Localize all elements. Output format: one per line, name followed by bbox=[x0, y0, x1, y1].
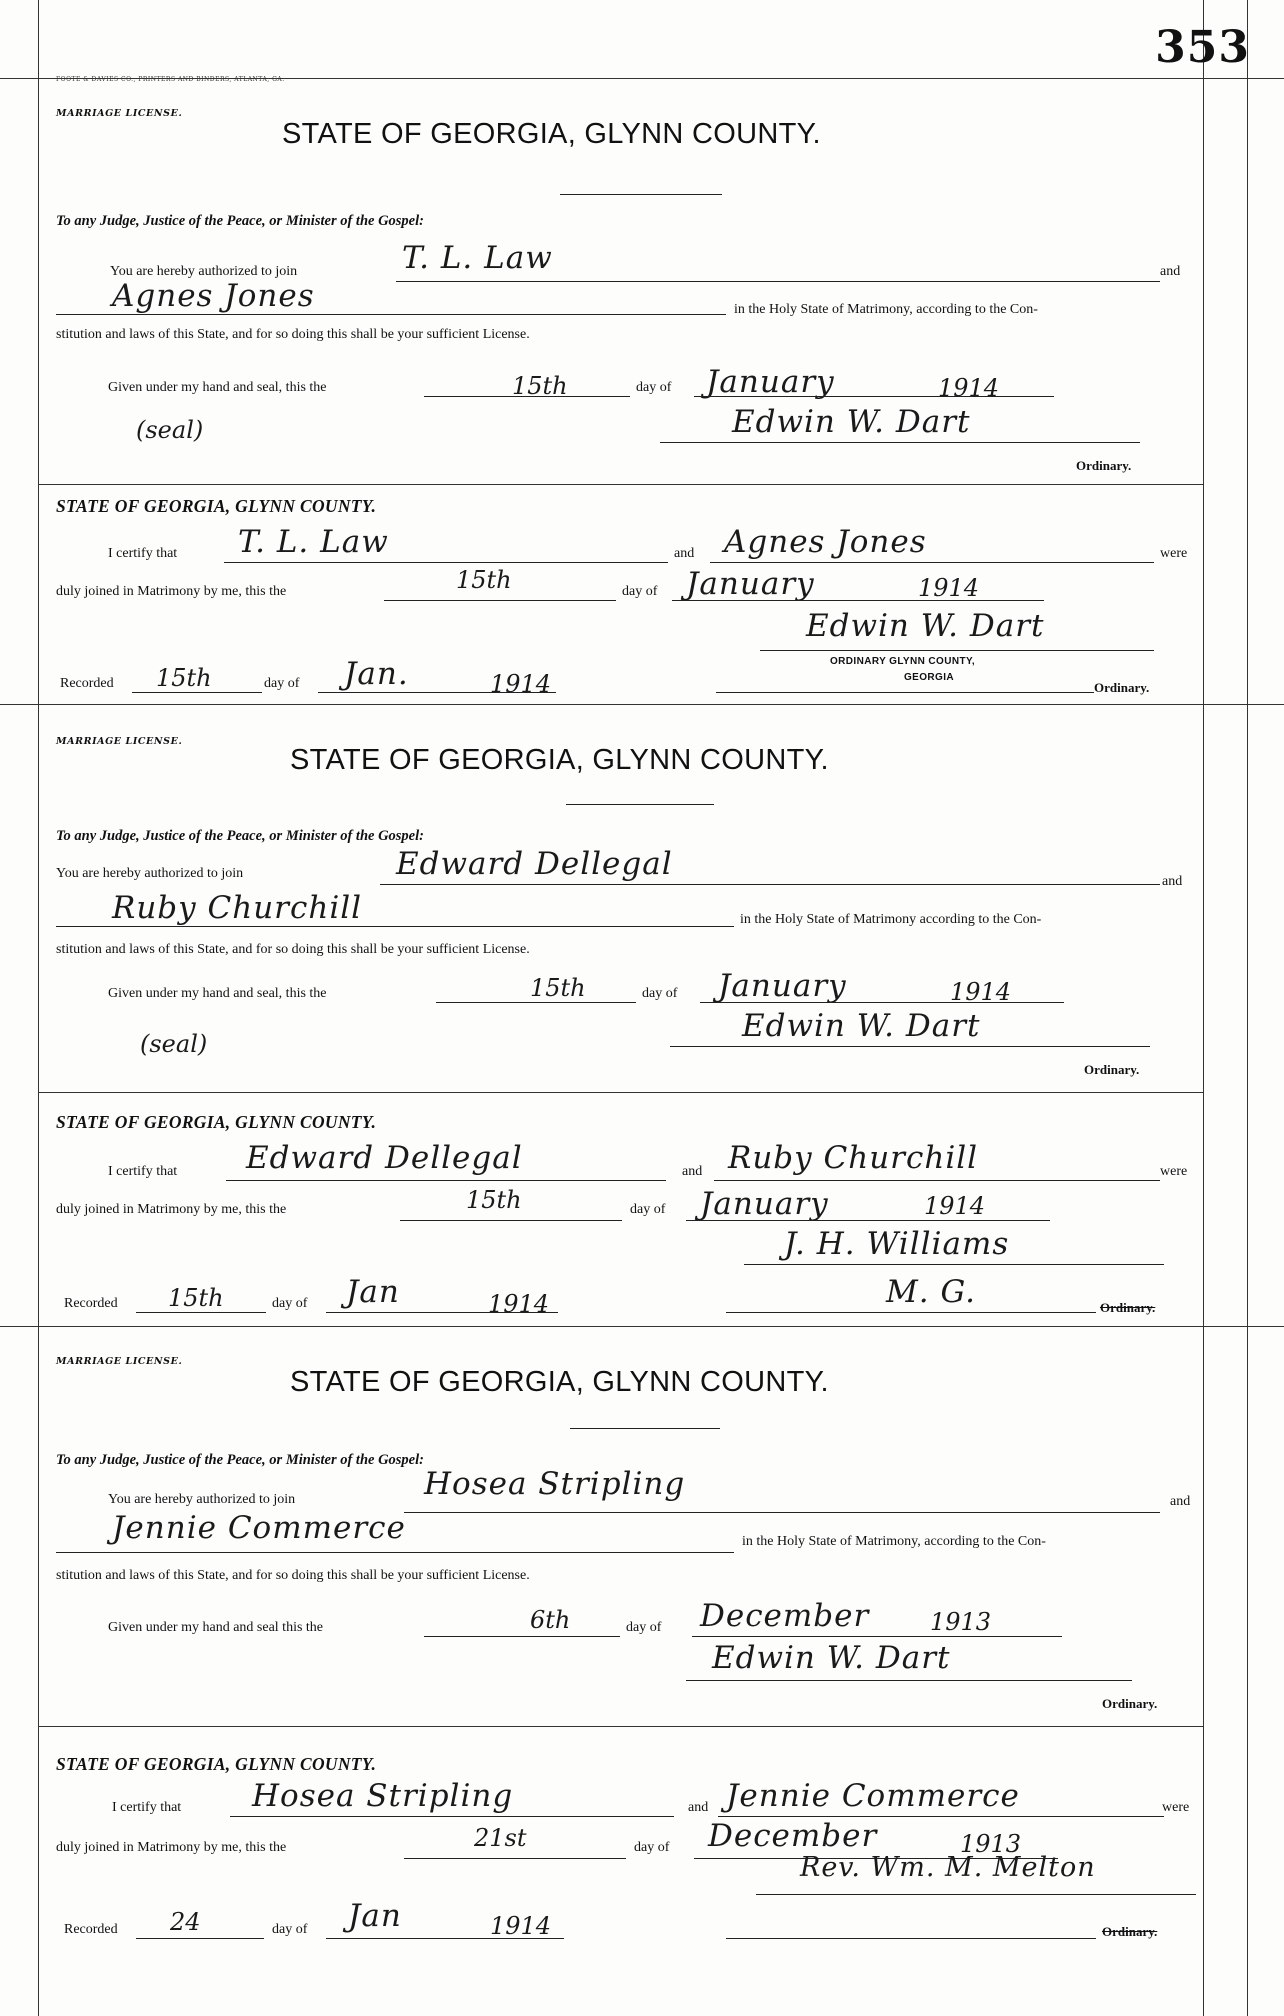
duly-text: duly joined in Matrimony by me, this the bbox=[56, 584, 287, 599]
recorded-day: 15th bbox=[168, 1284, 224, 1312]
and-text: and bbox=[1160, 264, 1181, 279]
cert-day-of: day of bbox=[634, 1840, 670, 1855]
cert-groom: Hosea Stripling bbox=[252, 1778, 514, 1814]
page-number: 353 bbox=[1155, 22, 1250, 73]
seal-mark: (seal) bbox=[140, 1030, 208, 1058]
cert-ordinary-label: Ordinary. bbox=[1100, 1300, 1156, 1315]
cert-month: December bbox=[708, 1818, 878, 1854]
day-of: day of bbox=[642, 986, 678, 1001]
officiant-signature: Rev. Wm. M. Melton bbox=[800, 1852, 1096, 1883]
cert-and: and bbox=[674, 546, 695, 561]
cert-date-line bbox=[686, 1220, 1050, 1221]
cert-month: January bbox=[686, 566, 815, 602]
printer-line: FOOTE & DAVIES CO., PRINTERS AND BINDERS, ATLANTA, GA. bbox=[56, 76, 285, 83]
license-label: MARRIAGE LICENSE. bbox=[56, 736, 183, 747]
signature-line bbox=[670, 1046, 1150, 1047]
cert-day-of: day of bbox=[622, 584, 658, 599]
recorded-label: Recorded bbox=[64, 1296, 118, 1311]
cert-groom-line bbox=[230, 1816, 674, 1817]
ordinary-signature: Edwin W. Dart bbox=[712, 1640, 951, 1676]
cert-bride: Ruby Churchill bbox=[728, 1140, 979, 1176]
recorded-day-of: day of bbox=[272, 1296, 308, 1311]
holy-state-text: in the Holy State of Matrimony according to the Con- bbox=[740, 912, 1042, 927]
bride-name: Ruby Churchill bbox=[112, 890, 363, 926]
certify-text: I certify that bbox=[112, 1800, 182, 1815]
license-day-line bbox=[436, 1002, 636, 1003]
license-month: January bbox=[718, 968, 847, 1004]
license-date-line bbox=[694, 396, 1054, 397]
license-label: MARRIAGE LICENSE. bbox=[56, 108, 183, 119]
cert-day: 15th bbox=[456, 566, 512, 594]
cert-groom: Edward Dellegal bbox=[246, 1140, 523, 1176]
duly-text: duly joined in Matrimony by me, this the bbox=[56, 1202, 287, 1217]
license-date-line bbox=[692, 1636, 1062, 1637]
recorded-label: Recorded bbox=[64, 1922, 118, 1937]
recorded-label: Recorded bbox=[60, 676, 114, 691]
cert-day: 21st bbox=[474, 1824, 527, 1852]
cert-day: 15th bbox=[466, 1186, 522, 1214]
given-text: Given under my hand and seal, this the bbox=[108, 380, 327, 395]
cert-bride: Jennie Commerce bbox=[726, 1778, 1020, 1814]
ordinary-line bbox=[726, 1312, 1096, 1313]
officiant-line bbox=[744, 1264, 1164, 1265]
cert-ordinary-label: Ordinary. bbox=[1102, 1924, 1158, 1939]
cert-year: 1913 bbox=[960, 1830, 1022, 1858]
recorded-month: Jan bbox=[346, 1274, 400, 1310]
cert-groom-line bbox=[224, 562, 668, 563]
ordinary-line bbox=[726, 1938, 1096, 1939]
cert-groom-line bbox=[226, 1180, 666, 1181]
license-month: December bbox=[700, 1598, 870, 1634]
constitution-text: stitution and laws of this State, and for so doing this shall be your sufficient License. bbox=[56, 327, 530, 342]
recorded-year: 1914 bbox=[488, 1290, 550, 1318]
officiant-line bbox=[756, 1894, 1196, 1895]
groom-name: Hosea Stripling bbox=[424, 1466, 686, 1502]
license-day-line bbox=[424, 1636, 620, 1637]
cert-groom: T. L. Law bbox=[238, 524, 389, 560]
license-day: 15th bbox=[530, 974, 586, 1002]
certificate-state: STATE OF GEORGIA, GLYNN COUNTY. bbox=[56, 496, 377, 516]
seal-mark: (seal) bbox=[136, 416, 204, 444]
recorded-date-line bbox=[318, 692, 556, 693]
constitution-text: stitution and laws of this State, and for so doing this shall be your sufficient License. bbox=[56, 942, 530, 957]
recorded-date-line bbox=[326, 1312, 558, 1313]
ordinary-line bbox=[716, 692, 1094, 693]
ordinary-label: Ordinary. bbox=[1102, 1696, 1158, 1711]
recorded-day-line bbox=[136, 1312, 266, 1313]
duly-text: duly joined in Matrimony by me, this the bbox=[56, 1840, 287, 1855]
ordinary-signature: Edwin W. Dart bbox=[732, 404, 971, 440]
authorized-text: You are hereby authorized to join bbox=[108, 1492, 296, 1507]
right-margin-rule bbox=[1203, 0, 1204, 2016]
bride-line bbox=[56, 926, 734, 927]
record-divider-1 bbox=[0, 704, 1284, 705]
signature-line bbox=[660, 442, 1140, 443]
recorded-day: 24 bbox=[170, 1908, 201, 1936]
left-margin-rule bbox=[38, 0, 39, 2016]
groom-line bbox=[396, 281, 1160, 282]
cert-bride-line bbox=[718, 1816, 1164, 1817]
day-of: day of bbox=[636, 380, 672, 395]
outer-margin-rule bbox=[1247, 0, 1248, 2016]
section-divider bbox=[38, 1726, 1203, 1727]
certificate-state: STATE OF GEORGIA, GLYNN COUNTY. bbox=[56, 1112, 377, 1132]
officiant-signature: Edwin W. Dart bbox=[806, 608, 1045, 644]
signature-line bbox=[686, 1680, 1132, 1681]
officiant-title: M. G. bbox=[886, 1274, 976, 1310]
ordinary-stamp-line1: ORDINARY GLYNN COUNTY, bbox=[830, 656, 976, 667]
license-day-line bbox=[424, 396, 630, 397]
recorded-year: 1914 bbox=[490, 670, 552, 698]
bride-name: Agnes Jones bbox=[112, 278, 315, 314]
bride-line bbox=[56, 314, 726, 315]
cert-ordinary-label: Ordinary. bbox=[1094, 680, 1150, 695]
license-year: 1913 bbox=[930, 1608, 992, 1636]
groom-line bbox=[380, 884, 1160, 885]
recorded-month: Jan bbox=[348, 1898, 402, 1934]
license-day: 15th bbox=[512, 372, 568, 400]
cert-date-line bbox=[672, 600, 1044, 601]
cert-bride-line bbox=[710, 562, 1154, 563]
recorded-month: Jan. bbox=[344, 656, 409, 692]
groom-name: Edward Dellegal bbox=[396, 846, 673, 882]
salutation: To any Judge, Justice of the Peace, or Minister of the Gospel: bbox=[56, 213, 424, 229]
groom-line bbox=[404, 1512, 1160, 1513]
recorded-day-line bbox=[132, 692, 262, 693]
license-title: STATE OF GEORGIA, GLYNN COUNTY. bbox=[290, 1366, 829, 1398]
license-title: STATE OF GEORGIA, GLYNN COUNTY. bbox=[282, 118, 821, 150]
recorded-day-line bbox=[136, 1938, 264, 1939]
authorized-text: You are hereby authorized to join bbox=[56, 866, 244, 881]
record-divider-2 bbox=[0, 1326, 1284, 1327]
license-year: 1914 bbox=[950, 978, 1012, 1006]
holy-state-text: in the Holy State of Matrimony, according to the Con- bbox=[734, 302, 1038, 317]
recorded-day-of: day of bbox=[272, 1922, 308, 1937]
cert-year: 1914 bbox=[918, 574, 980, 602]
certify-text: I certify that bbox=[108, 1164, 178, 1179]
cert-day-line bbox=[404, 1858, 626, 1859]
ordinary-label: Ordinary. bbox=[1076, 458, 1132, 473]
cert-day-line bbox=[400, 1220, 622, 1221]
cert-bride: Agnes Jones bbox=[724, 524, 927, 560]
recorded-day-of: day of bbox=[264, 676, 300, 691]
authorized-text: You are hereby authorized to join bbox=[110, 264, 298, 279]
cert-day-line bbox=[384, 600, 616, 601]
certify-text: I certify that bbox=[108, 546, 178, 561]
license-year: 1914 bbox=[938, 374, 1000, 402]
cert-month: January bbox=[700, 1186, 829, 1222]
constitution-text: stitution and laws of this State, and for so doing this shall be your sufficient License. bbox=[56, 1568, 530, 1583]
salutation: To any Judge, Justice of the Peace, or Minister of the Gospel: bbox=[56, 828, 424, 844]
cert-day-of: day of bbox=[630, 1202, 666, 1217]
license-label: MARRIAGE LICENSE. bbox=[56, 1356, 183, 1367]
recorded-date-line bbox=[326, 1938, 564, 1939]
license-date-line bbox=[700, 1002, 1064, 1003]
officiant-signature: J. H. Williams bbox=[784, 1226, 1010, 1262]
day-of: day of bbox=[626, 1620, 662, 1635]
officiant-line bbox=[760, 650, 1154, 651]
title-rule bbox=[566, 804, 714, 805]
salutation: To any Judge, Justice of the Peace, or Minister of the Gospel: bbox=[56, 1452, 424, 1468]
and-text: and bbox=[1170, 1494, 1191, 1509]
recorded-year: 1914 bbox=[490, 1912, 552, 1940]
bride-name: Jennie Commerce bbox=[112, 1510, 406, 1546]
groom-name: T. L. Law bbox=[402, 240, 553, 276]
cert-and: and bbox=[682, 1164, 703, 1179]
section-divider bbox=[38, 1092, 1203, 1093]
section-divider bbox=[38, 484, 1203, 485]
cert-and: and bbox=[688, 1800, 709, 1815]
given-text: Given under my hand and seal, this the bbox=[108, 986, 327, 1001]
title-rule bbox=[560, 194, 722, 195]
were-text: were bbox=[1160, 1164, 1188, 1179]
title-rule bbox=[570, 1428, 720, 1429]
were-text: were bbox=[1162, 1800, 1190, 1815]
recorded-day: 15th bbox=[156, 664, 212, 692]
and-text: and bbox=[1162, 874, 1183, 889]
bride-line bbox=[56, 1552, 734, 1553]
cert-year: 1914 bbox=[924, 1192, 986, 1220]
were-text: were bbox=[1160, 546, 1188, 561]
license-day: 6th bbox=[530, 1606, 571, 1634]
ordinary-signature: Edwin W. Dart bbox=[742, 1008, 981, 1044]
given-text: Given under my hand and seal this the bbox=[108, 1620, 324, 1635]
ordinary-label: Ordinary. bbox=[1084, 1062, 1140, 1077]
license-title: STATE OF GEORGIA, GLYNN COUNTY. bbox=[290, 744, 829, 776]
cert-bride-line bbox=[714, 1180, 1160, 1181]
license-month: January bbox=[706, 364, 835, 400]
certificate-state: STATE OF GEORGIA, GLYNN COUNTY. bbox=[56, 1754, 377, 1774]
holy-state-text: in the Holy State of Matrimony, according to the Con- bbox=[742, 1534, 1046, 1549]
ordinary-stamp-line2: GEORGIA bbox=[904, 672, 955, 683]
